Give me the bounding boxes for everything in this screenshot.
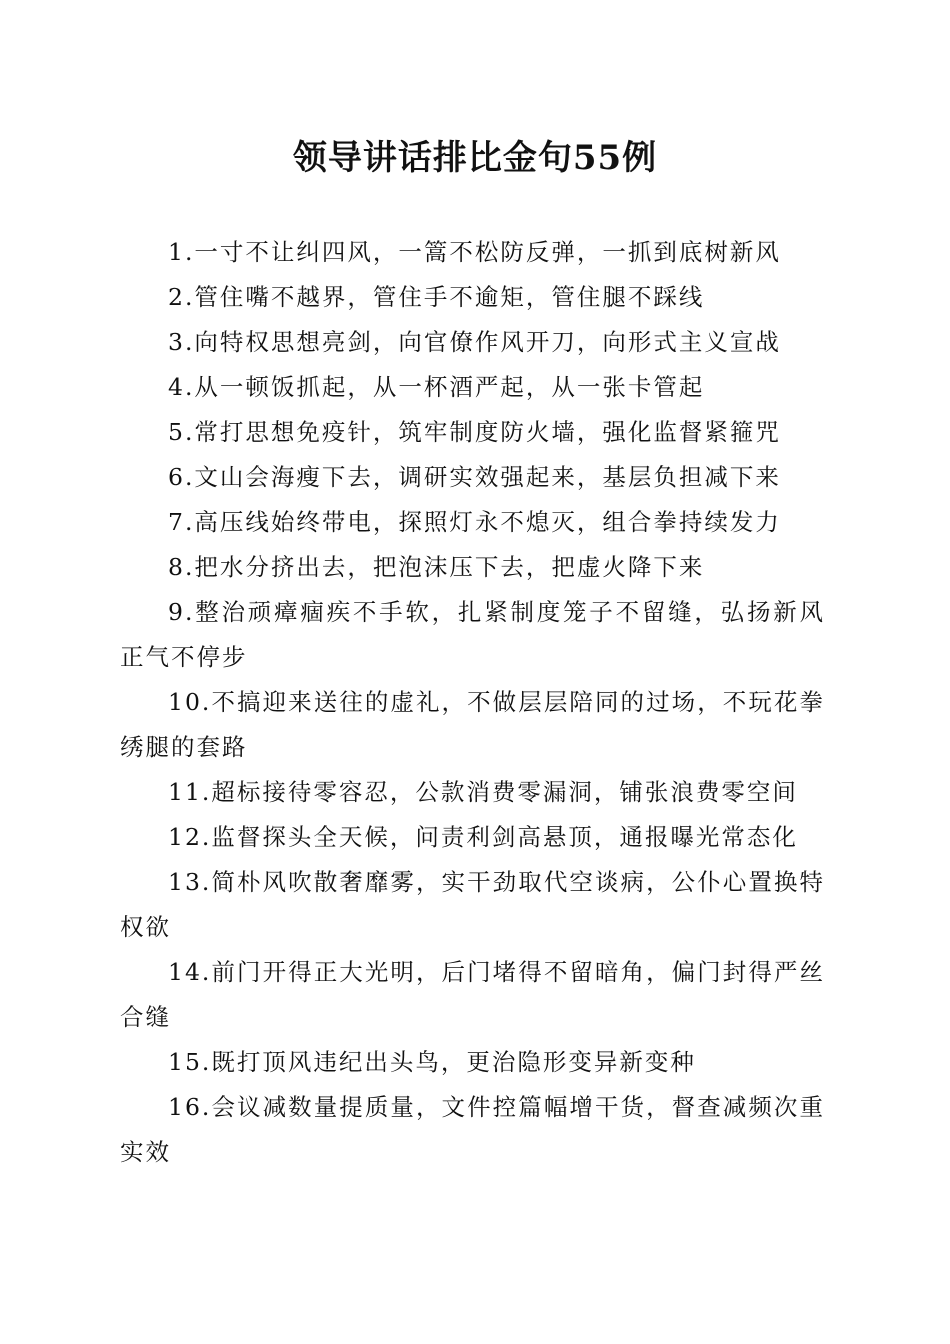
paragraph-8: 8.把水分挤出去，把泡沫压下去，把虚火降下来	[168, 553, 705, 581]
paragraph-7: 7.高压线始终带电，探照灯永不熄灭，组合拳持续发力	[168, 508, 781, 536]
paragraph-3: 3.向特权思想亮剑，向官僚作风开刀，向形式主义宣战	[168, 328, 781, 356]
paragraph-9: 9.整治顽瘴痼疾不手软，扎紧制度笼子不留缝，弘扬新风正气不停步	[120, 598, 825, 671]
paragraph-4: 4.从一顿饭抓起，从一杯酒严起，从一张卡管起	[168, 373, 705, 401]
document-title: 领导讲话排比金句55例	[292, 138, 658, 178]
paragraph-10: 10.不搞迎来送往的虚礼，不做层层陪同的过场，不玩花拳绣腿的套路	[120, 688, 825, 761]
paragraph-13: 13.简朴风吹散奢靡雾，实干劲取代空谈病，公仆心置换特权欲	[120, 868, 825, 941]
paragraph-16: 16.会议减数量提质量，文件控篇幅增干货，督查减频次重实效	[120, 1093, 825, 1166]
paragraph-2: 2.管住嘴不越界，管住手不逾矩，管住腿不踩线	[168, 283, 705, 311]
paragraph-6: 6.文山会海瘦下去，调研实效强起来，基层负担减下来	[168, 463, 781, 491]
paragraph-5: 5.常打思想免疫针，筑牢制度防火墙，强化监督紧箍咒	[168, 418, 781, 446]
paragraph-11: 11.超标接待零容忍，公款消费零漏洞，铺张浪费零空间	[168, 778, 798, 806]
paragraph-15: 15.既打顶风违纪出头鸟，更治隐形变异新变种	[168, 1048, 696, 1076]
paragraph-14: 14.前门开得正大光明，后门堵得不留暗角，偏门封得严丝合缝	[120, 958, 825, 1031]
paragraph-12: 12.监督探头全天候，问责利剑高悬顶，通报曝光常态化	[168, 823, 798, 851]
document-body	[120, 230, 825, 1175]
paragraph-1: 1.一寸不让纠四风，一篙不松防反弹，一抓到底树新风	[168, 238, 781, 266]
